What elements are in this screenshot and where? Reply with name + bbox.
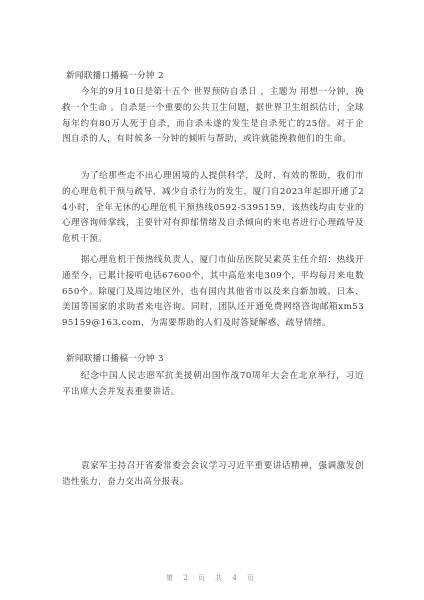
paragraph: 纪念中国人民志愿军抗美援朝出国作战70周年大会在北京举行，习近平出席大会并发表重要讲话。 [62, 371, 364, 397]
paragraph: 据心理危机干预热线负责人、厦门市仙岳医院吴素英主任介绍：热线开通至今，已累计接听电话67600个，其中高危来电309个，平均每月来电数650个。除厦门及周边地区外，也有国内其他省市以及来自新加坡、日本、美国等国家的求助者来电咨询。同时，团队还开通免费网络咨询邮箱xm5395159@163.com，为需要帮助的人们及时答疑解惑，疏导情绪。 [62, 255, 364, 329]
paragraph: 为了给那些走不出心理困境的人提供科学，及时、有效的帮助，我们市的心理危机干预与疏导，减少自杀行为的发生，厦门自2023年起即开通了24小时，全年无休的心理危机干预热线0592-5395159，该热线均由专业的心理咨询师掌线，主要针对有抑郁情绪及自杀倾向的来电者进行心理疏导及危机干预。 [62, 171, 364, 245]
section-heading: 新闻联播口播稿一分钟 2 [66, 71, 164, 81]
paragraph: 袁家军主持召开省委常委会会议学习习近平重要讲话精神，强调激发创造性张力，奋力交出高分报表。 [62, 461, 364, 487]
page-footer: 第 2 页 共 4 页 [165, 574, 259, 582]
paragraph: 今年的9月10日是第十五个 世界预防自杀日 ，主题为 用想一分钟，挽救一个生命 。自杀是一个重要的公共卫生问题，据世界卫生组织估计，全球每年约有80万人死于自杀，而自杀未遂的发生是自杀死亡的25倍。对于企图自杀的人，有时候多一分钟的倾听与帮助，或许就能挽救他们的生命。 [62, 87, 364, 145]
section-heading: 新闻联播口播稿一分钟 3 [66, 354, 164, 364]
